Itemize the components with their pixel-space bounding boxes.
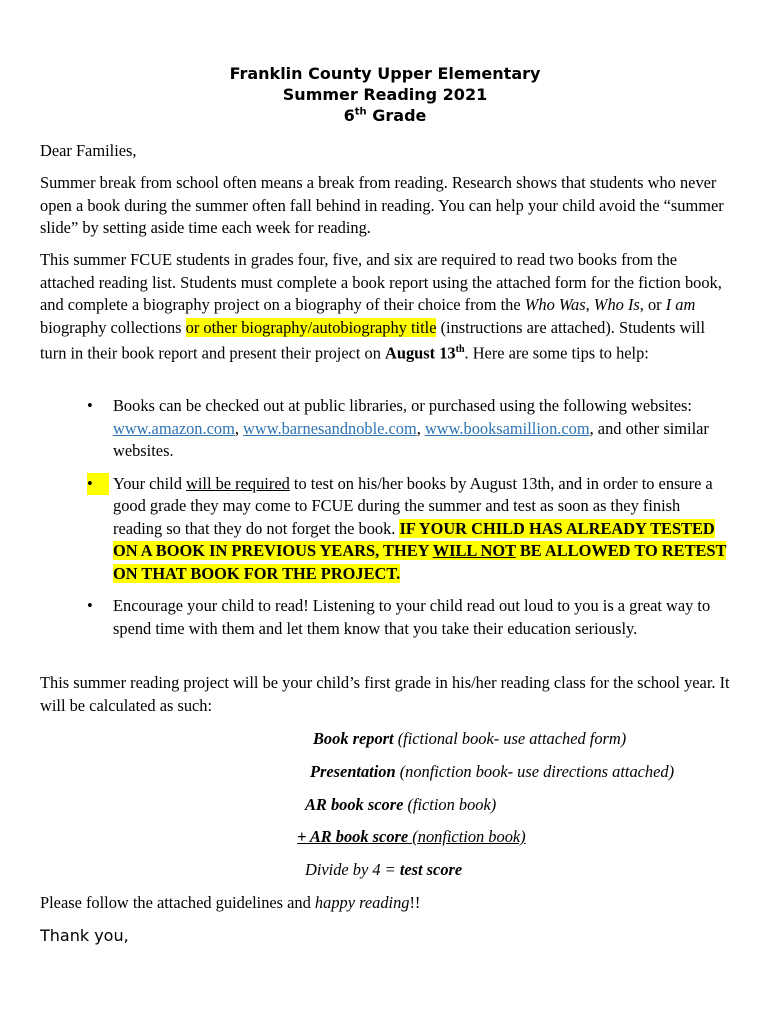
program-title: Summer Reading 2021 [282, 85, 488, 104]
grade-title: 6th Grade [343, 106, 427, 125]
greeting: Dear Families, [40, 141, 137, 160]
signoff: Thank you, [40, 926, 129, 945]
due-date: August 13 [385, 343, 456, 363]
grading-paragraph: This summer reading project will be your child’s first grade in his/her reading class for the school year. It will be calculated as such: [40, 673, 730, 715]
closing-line: Please follow the attached guidelines and happy reading!! [40, 893, 421, 912]
intro-paragraph: Summer break from school often means a break from reading. Research shows that students who never open a book during the summer often fall behind in reading. You can help your child avoid the “summer slide” by setting aside time each week for reading. [40, 173, 724, 237]
bullet-icon: • [87, 596, 93, 615]
calc-ar-fiction: AR book score (fiction book) [305, 795, 497, 814]
school-name: Franklin County Upper Elementary [229, 64, 541, 83]
barnesandnoble-link[interactable]: www.barnesandnoble.com [243, 418, 417, 438]
booksamillion-link[interactable]: www.booksamillion.com [424, 418, 590, 438]
tip-item-testing: • Your child will be required to test on his/her books by August 13th, and in order to ensure a good grade they may come to FCUE during the summer and test as soon as they finish reading so that they do not forget the book. IF YOUR CHILD HAS ALREADY TESTED ON A BOOK IN PREVIOUS YEARS, THEY WILL NOT BE ALLOWED TO RETEST ON THAT BOOK FOR THE PROJECT. [87, 473, 727, 583]
bullet-icon: • [87, 396, 93, 415]
calc-presentation: Presentation (nonfiction book- use directions attached) [310, 762, 675, 781]
bullet-icon: • [87, 473, 109, 496]
calc-test-score: Divide by 4 = test score [305, 860, 463, 879]
calc-ar-nonfiction: + AR book score (nonfiction book) [297, 827, 526, 846]
tips-list [40, 395, 730, 640]
retest-warning: IF YOUR CHILD HAS ALREADY TESTED ON A BOOK IN PREVIOUS YEARS, THEY WILL NOT BE ALLOWED TO RETEST ON THAT BOOK FOR THE PROJECT. [113, 518, 727, 583]
highlighted-biography-note: or other biography/autobiography title [185, 317, 437, 337]
amazon-link[interactable]: www.amazon.com [113, 418, 235, 438]
tip-item-encourage: • Encourage your child to read! Listening to your child read out loud to you is a great way to spend time with them and let them know that you take their education seriously. [87, 596, 711, 638]
requirements-paragraph: This summer FCUE students in grades four, five, and six are required to read two books from the attached reading list. Students must complete a book report using the attached form for the fiction book, and complete a biography project on a biography of their choice from the Who Was, Who Is, or I am biography collections or other biography/autobiography title (instructions are attached). Students will turn in their book report and present their project on August 13th. Here are some tips to help: [40, 250, 722, 363]
tip-item-books: • Books can be checked out at public libraries, or purchased using the following websites: www.amazon.com, www.barnesandnoble.com, www.booksamillion.com, and other similar websites. [87, 396, 709, 460]
calc-book-report: Book report (fictional book- use attached form) [313, 729, 627, 748]
